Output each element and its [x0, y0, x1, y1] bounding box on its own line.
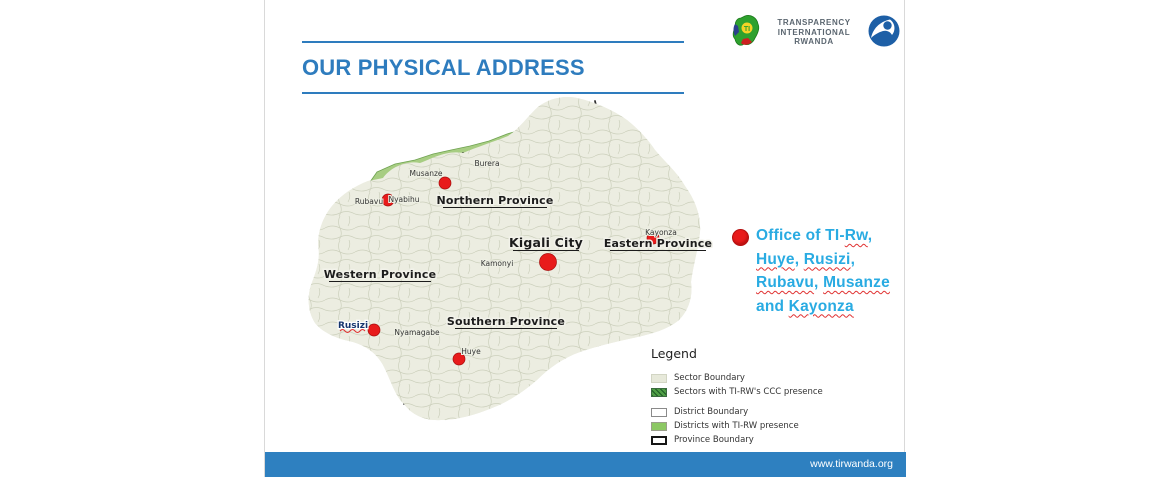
page-title: OUR PHYSICAL ADDRESS	[302, 55, 585, 80]
ti-monogram: TI	[743, 26, 751, 33]
label-northern-province: Northern Province	[436, 194, 554, 207]
label-musanze: Musanze	[409, 169, 443, 178]
slide	[264, 0, 905, 477]
legend-item-ccc: Sectors with TI-RW's CCC presence	[651, 387, 896, 397]
office-dot-kigali	[540, 254, 557, 271]
footer-bar	[265, 452, 906, 477]
logo-name-line1: TRANSPARENCY	[777, 18, 851, 27]
footer-website-link[interactable]: www.tirwanda.org	[810, 458, 893, 470]
legend-title: Legend	[651, 346, 697, 361]
label-nyabihu: Nyabihu	[388, 195, 420, 204]
legend-item-district: District Boundary	[651, 407, 896, 417]
label-rusizi: Rusizi	[337, 321, 369, 331]
ti-districts-swatch-icon	[651, 422, 667, 431]
label-southern-province: Southern Province	[446, 315, 566, 328]
map-legend	[651, 346, 896, 449]
district-boundary-swatch-icon	[651, 408, 667, 417]
label-kayonza: Kayonza	[645, 228, 677, 237]
ccc-sectors-swatch-icon	[651, 388, 667, 397]
callout-line: Office of TI-Rw,	[756, 227, 873, 244]
sector-boundary-swatch-icon	[651, 374, 667, 383]
office-callout-text	[756, 224, 914, 318]
label-kigali-city: Kigali City	[508, 235, 584, 250]
office-dot-rusizi	[368, 324, 380, 336]
logo-name-line2: INTERNATIONAL	[777, 27, 851, 37]
label-nyamagabe: Nyamagabe	[394, 328, 440, 337]
legend-item-sector: Sector Boundary	[651, 373, 896, 383]
legend-item-ti-district: Districts with TI-RW presence	[651, 421, 896, 431]
label-huye: Huye	[461, 347, 481, 356]
logo-name-line3: RWANDA	[794, 37, 834, 46]
callout-line: Rubavu, Musanze	[756, 274, 890, 291]
label-rubavu: Rubavu	[354, 197, 384, 206]
label-kamonyi: Kamonyi	[480, 259, 514, 268]
callout-line: and Kayonza	[756, 297, 854, 315]
label-eastern-province: Eastern Province	[603, 237, 713, 250]
callout-line: Huye, Rusizi,	[756, 250, 856, 268]
office-callout	[732, 224, 914, 318]
province-boundary-swatch-icon	[651, 436, 667, 445]
label-western-province: Western Province	[323, 268, 437, 281]
office-callout-dot-icon	[732, 229, 749, 246]
label-burera: Burera	[474, 159, 500, 168]
office-dot-musanze	[439, 177, 451, 189]
legend-item-province: Province Boundary	[651, 435, 896, 445]
